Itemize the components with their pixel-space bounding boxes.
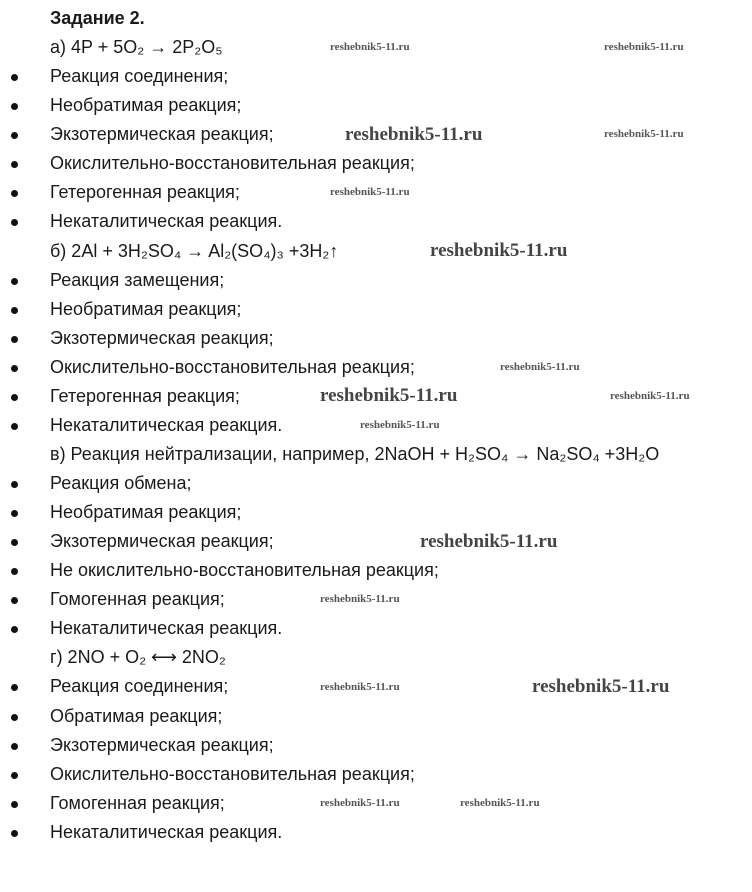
bullet-icon <box>11 278 18 285</box>
line-text: Некаталитическая реакция. <box>50 821 283 842</box>
list-item <box>0 62 752 91</box>
bullet-icon <box>11 365 18 372</box>
bullet-icon <box>11 190 18 197</box>
list-item <box>0 760 752 789</box>
watermark: reshebnik5-11.ru <box>532 676 670 698</box>
line-text: Гетерогенная реакция; <box>50 182 240 203</box>
bullet-icon <box>11 161 18 168</box>
line-text: Экзотермическая реакция; <box>50 531 274 552</box>
list-item <box>0 556 752 585</box>
watermark: reshebnik5-11.ru <box>330 186 410 199</box>
watermark: reshebnik5-11.ru <box>604 41 684 54</box>
line-text: Необратимая реакция; <box>50 502 242 523</box>
reaction-heading <box>0 643 752 672</box>
list-item <box>0 702 752 731</box>
line-text: Обратимая реакция; <box>50 705 223 726</box>
bullet-icon <box>11 568 18 575</box>
bullet-icon <box>11 103 18 110</box>
line-text: Гетерогенная реакция; <box>50 385 240 406</box>
list-item <box>0 498 752 527</box>
list-item <box>0 614 752 643</box>
list-item <box>0 91 752 120</box>
watermark: reshebnik5-11.ru <box>610 389 690 402</box>
line-text: Экзотермическая реакция; <box>50 124 274 145</box>
list-item <box>0 818 752 847</box>
line-text: Некаталитическая реакция. <box>50 211 283 232</box>
watermark: reshebnik5-11.ru <box>320 796 400 809</box>
line-text: б) 2Al + 3H₂SO₄ → Al₂(SO₄)₃ +3H₂↑ <box>50 240 339 261</box>
bullet-icon <box>11 336 18 343</box>
watermark: reshebnik5-11.ru <box>320 385 458 407</box>
page-title <box>0 4 752 33</box>
list-item <box>0 266 752 295</box>
bullet-icon <box>11 74 18 81</box>
watermark: reshebnik5-11.ru <box>430 240 568 262</box>
line-text: Некаталитическая реакция. <box>50 414 283 435</box>
watermark: reshebnik5-11.ru <box>360 419 440 431</box>
line-text: Экзотермическая реакция; <box>50 327 274 348</box>
list-item <box>0 469 752 498</box>
watermark: reshebnik5-11.ru <box>420 530 558 552</box>
bullet-icon <box>11 830 18 837</box>
list-item <box>0 731 752 760</box>
line-text: Задание 2. <box>50 8 145 28</box>
bullet-icon <box>11 539 18 546</box>
bullet-icon <box>11 132 18 139</box>
reaction-heading <box>0 440 752 469</box>
watermark: reshebnik5-11.ru <box>604 128 684 141</box>
line-text: Реакция обмена; <box>50 473 192 493</box>
bullet-icon <box>11 597 18 604</box>
list-item <box>0 324 752 353</box>
bullet-icon <box>11 743 18 750</box>
bullet-icon <box>11 219 18 226</box>
line-text: Окислительно-восстановительная реакция; <box>50 763 415 784</box>
line-text: в) Реакция нейтрализации, например, 2NaOH + H₂SO₄ → Na₂SO₄ +3H₂O <box>50 443 660 464</box>
bullet-icon <box>11 626 18 633</box>
reaction-heading <box>0 237 752 266</box>
watermark: reshebnik5-11.ru <box>460 796 540 809</box>
bullet-icon <box>11 394 18 401</box>
list-item <box>0 353 752 382</box>
bullet-icon <box>11 307 18 314</box>
line-text: Гомогенная реакция; <box>50 792 225 813</box>
line-text: Необратимая реакция; <box>50 298 242 319</box>
watermark: reshebnik5-11.ru <box>345 123 483 145</box>
bullet-icon <box>11 801 18 808</box>
watermark: reshebnik5-11.ru <box>330 41 410 54</box>
list-item <box>0 295 752 324</box>
line-text: Необратимая реакция; <box>50 95 242 116</box>
bullet-icon <box>11 423 18 430</box>
line-text: Гомогенная реакция; <box>50 589 225 610</box>
list-item <box>0 207 752 236</box>
list-item <box>0 149 752 178</box>
bullet-icon <box>11 510 18 517</box>
bullet-icon <box>11 714 18 721</box>
watermark: reshebnik5-11.ru <box>320 593 400 606</box>
line-text: а) 4P + 5O₂ → 2P₂O₅ <box>50 37 223 58</box>
line-text: Экзотермическая реакция; <box>50 734 274 755</box>
line-text: Окислительно-восстановительная реакция; <box>50 356 415 377</box>
line-text: Реакция замещения; <box>50 269 225 290</box>
line-text: г) 2NO + O₂ ⟷ 2NO₂ <box>50 647 226 668</box>
line-text: Окислительно-восстановительная реакция; <box>50 153 415 174</box>
line-text: Некаталитическая реакция. <box>50 618 283 639</box>
bullet-icon <box>11 684 18 691</box>
list-item <box>0 527 752 556</box>
line-text: Реакция соединения; <box>50 676 229 697</box>
bullet-icon <box>11 772 18 779</box>
watermark: reshebnik5-11.ru <box>320 680 400 693</box>
line-text: Не окислительно-восстановительная реакция; <box>50 560 439 581</box>
watermark: reshebnik5-11.ru <box>500 360 580 373</box>
line-text: Реакция соединения; <box>50 66 229 87</box>
bullet-icon <box>11 481 18 488</box>
